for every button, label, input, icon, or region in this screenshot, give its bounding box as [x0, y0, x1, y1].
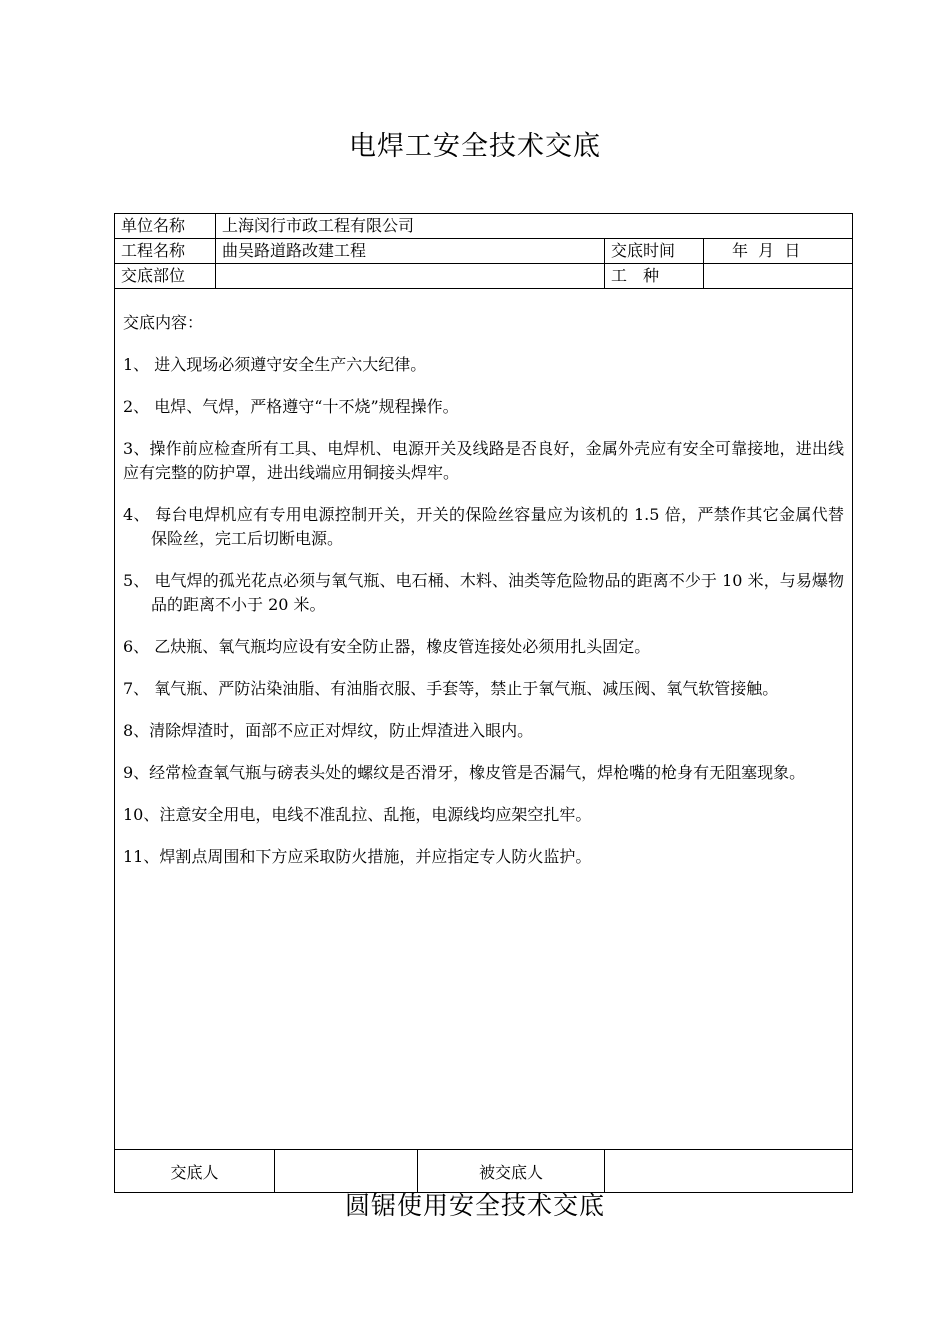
part-value [216, 264, 605, 289]
content-item: 5、 电气焊的孤光花点必须与氧气瓶、电石桶、木料、油类等危险物品的距离不少于 10 米，与易爆物品的距离不小于 20 米。 [123, 571, 845, 614]
time-label: 交底时间 [605, 239, 704, 264]
safety-briefing-form [114, 213, 853, 1193]
content-item: 4、 每台电焊机应有专用电源控制开关，开关的保险丝容量应为该机的 1.5 倍，严禁作其它金属代替保险丝，完工后切断电源。 [123, 505, 845, 548]
project-label: 工程名称 [115, 239, 216, 264]
content-item: 2、 电焊、气焊，严格遵守“十不烧”规程操作。 [123, 397, 459, 416]
next-document-title: 圆锯使用安全技术交底 [344, 1191, 605, 1220]
unit-value: 上海闵行市政工程有限公司 [216, 214, 853, 239]
content-item: 7、 氧气瓶、严防沾染油脂、有油脂衣服、手套等，禁止于氧气瓶、减压阀、氧气软管接触。 [123, 679, 779, 698]
unit-row [115, 214, 853, 239]
giver-label: 交底人 [115, 1150, 275, 1193]
content-heading: 交底内容： [123, 313, 204, 332]
content-item: 10、注意安全用电，电线不准乱拉、乱拖，电源线均应架空扎牢。 [123, 805, 592, 824]
document-title: 电焊工安全技术交底 [349, 131, 601, 162]
project-value: 曲吴路道路改建工程 [216, 239, 605, 264]
content-cell [115, 289, 853, 1150]
content-item: 11、焊割点周围和下方应采取防火措施，并应指定专人防火监护。 [123, 847, 592, 866]
project-row [115, 239, 853, 264]
content-item: 9、经常检查氧气瓶与磅表头处的螺纹是否滑牙，橡皮管是否漏气，焊枪嘴的枪身有无阻塞现象。 [123, 763, 806, 782]
trade-label: 工 种 [605, 264, 704, 289]
time-value: 年 月 日 [704, 239, 853, 264]
part-row [115, 264, 853, 289]
content-item: 1、 进入现场必须遵守安全生产六大纪律。 [123, 355, 427, 374]
unit-label: 单位名称 [115, 214, 216, 239]
receiver-label: 被交底人 [418, 1150, 605, 1193]
content-item: 6、 乙炔瓶、氧气瓶均应设有安全防止器，橡皮管连接处必须用扎头固定。 [123, 637, 651, 656]
part-label: 交底部位 [115, 264, 216, 289]
trade-value [704, 264, 853, 289]
content-row [115, 289, 853, 1150]
content-item: 8、清除焊渣时，面部不应正对焊纹，防止焊渣进入眼内。 [123, 721, 534, 740]
content-item: 3、操作前应检查所有工具、电焊机、电源开关及线路是否良好，金属外壳应有安全可靠接地，进出线应有完整的防护罩，进出线端应用铜接头焊牢。 [123, 439, 845, 482]
